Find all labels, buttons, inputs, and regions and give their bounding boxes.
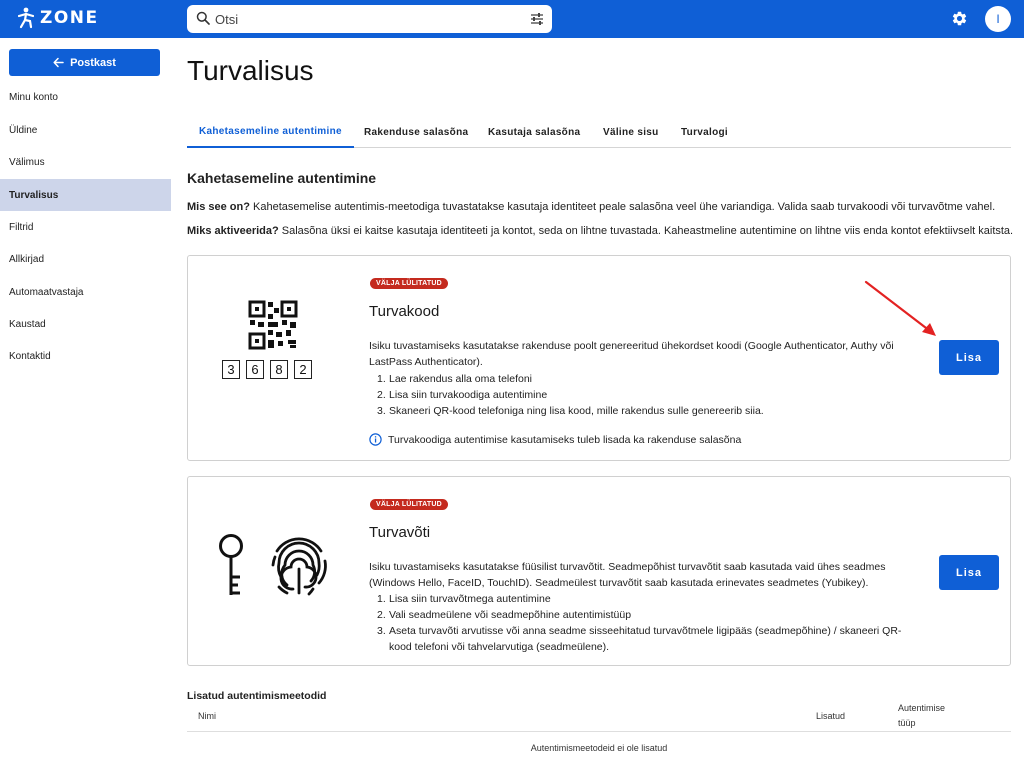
step-item: 3. Skaneeri QR-kood telefoniga ning lisa kood, mille rakendus sulle genereerib siia. bbox=[377, 405, 764, 417]
arrow-left-icon bbox=[53, 57, 64, 68]
code-digit: 3 bbox=[222, 360, 240, 379]
what-is-it-body: Kahetasemelise autentimis-meetodiga tuvastatakse kasutaja identiteet peale salasõna veel ühe variandiga. Valida saab turvakoodi või turvavõtme vahel. bbox=[249, 201, 996, 213]
why-activate-body: Salasõna üksi ei kaitse kasutaja identiteeti ja kontot, seda on lihtne tuvastada. Kaheastmeline autentimine on lihtne viis enda kontot efektiivselt kaitsta. bbox=[278, 225, 1014, 237]
added-methods-title: Lisatud autentimismeetodid bbox=[187, 690, 327, 702]
search-filter-icon[interactable] bbox=[529, 11, 545, 27]
step-item: 3. Aseta turvavõti arvutisse või anna seadme sisseehitatud turvavõtmele ligipääs (seadmepõhine) / skaneeri QR-kood telefoni või tahvelarvutiga (seadmeülene). bbox=[369, 623, 929, 655]
tab-app-password[interactable]: Rakenduse salasõna bbox=[364, 126, 469, 138]
sidebar-item-label: Allkirjad bbox=[9, 253, 45, 265]
sidebar-item-uldine[interactable] bbox=[0, 114, 171, 146]
key-icon bbox=[216, 533, 246, 597]
user-avatar[interactable]: I bbox=[985, 6, 1011, 32]
column-header-added: Lisatud bbox=[816, 711, 846, 721]
step-item: 1. Lisa siin turvavõtmega autentimine bbox=[377, 593, 551, 605]
search-bar[interactable] bbox=[187, 5, 552, 33]
info-note bbox=[369, 433, 741, 446]
step-text: Aseta turvavõti arvutisse või anna seadme sisseehitatud turvavõtmele ligipääs (seadmepõhine) / skaneeri QR-kood telefoni või tahvelarvutiga (seadmeülene). bbox=[389, 625, 902, 653]
section-title: Kahetasemeline autentimine bbox=[187, 170, 377, 186]
sidebar-item-label: Kontaktid bbox=[9, 350, 51, 362]
info-icon bbox=[369, 433, 382, 446]
step-text: Lisa siin turvavõtmega autentimine bbox=[389, 593, 551, 605]
why-activate-label: Miks aktiveerida? bbox=[187, 225, 279, 237]
back-to-inbox-button[interactable] bbox=[9, 49, 160, 76]
add-security-code-button[interactable]: Lisa bbox=[939, 340, 999, 375]
logo-figure-icon bbox=[18, 7, 34, 29]
step-item: 2. Lisa siin turvakoodiga autentimine bbox=[377, 389, 548, 401]
card-title: Turvavõti bbox=[369, 524, 431, 541]
sidebar-item-allkirjad[interactable] bbox=[0, 243, 171, 275]
sidebar-item-minu-konto[interactable] bbox=[0, 81, 171, 113]
sidebar-item-kontaktid[interactable] bbox=[0, 340, 171, 372]
sidebar-item-automaatvastaja[interactable] bbox=[0, 276, 171, 308]
sidebar-item-label: Automaatvastaja bbox=[9, 286, 84, 298]
sidebar-item-filtrid[interactable] bbox=[0, 211, 171, 243]
empty-methods-message: Autentimismeetodeid ei ole lisatud bbox=[530, 743, 668, 753]
search-icon bbox=[196, 11, 210, 25]
status-badge: VÄLJA LÜLITATUD bbox=[370, 278, 448, 289]
step-text: Lisa siin turvakoodiga autentimine bbox=[389, 389, 548, 401]
fingerprint-icon bbox=[269, 531, 329, 597]
settings-gear-icon[interactable] bbox=[951, 10, 968, 27]
code-digits bbox=[222, 360, 318, 379]
status-badge: VÄLJA LÜLITATUD bbox=[370, 499, 448, 510]
security-key-card bbox=[187, 476, 1011, 666]
sidebar-item-valimus[interactable] bbox=[0, 146, 171, 178]
top-bar bbox=[0, 0, 1024, 38]
sidebar-item-label: Välimus bbox=[9, 156, 45, 168]
inbox-button-label: Postkast bbox=[70, 56, 116, 69]
table-divider bbox=[187, 731, 1011, 732]
add-security-key-button[interactable]: Lisa bbox=[939, 555, 999, 590]
page-title: Turvalisus bbox=[187, 55, 314, 86]
step-text: Skaneeri QR-kood telefoniga ning lisa kood, mille rakendus sulle genereerib siia. bbox=[389, 405, 764, 417]
annotation-arrow-icon bbox=[860, 278, 940, 340]
step-text: Lae rakendus alla oma telefoni bbox=[389, 373, 533, 385]
card-title: Turvakood bbox=[369, 303, 440, 320]
column-header-type-line2: tüüp bbox=[898, 718, 916, 728]
card-steps bbox=[369, 371, 929, 419]
sidebar bbox=[0, 38, 172, 769]
logo-text: ZONE bbox=[40, 8, 99, 28]
sidebar-item-label: Filtrid bbox=[9, 221, 34, 233]
step-item: 1. Lae rakendus alla oma telefoni bbox=[377, 373, 533, 385]
column-header-name: Nimi bbox=[198, 711, 216, 721]
step-text: Vali seadmeülene või seadmepõhine autentimistüüp bbox=[389, 609, 632, 621]
sidebar-item-label: Üldine bbox=[9, 124, 38, 136]
sidebar-item-kaustad[interactable] bbox=[0, 308, 171, 340]
qr-code-icon bbox=[248, 300, 298, 350]
sidebar-item-label: Kaustad bbox=[9, 318, 46, 330]
code-digit: 8 bbox=[270, 360, 288, 379]
sidebar-item-label: Turvalisus bbox=[9, 189, 59, 201]
search-input[interactable] bbox=[215, 9, 515, 29]
step-item: 2. Vali seadmeülene või seadmepõhine autentimistüüp bbox=[377, 609, 632, 621]
tab-external-content[interactable]: Väline sisu bbox=[603, 126, 659, 138]
card-steps bbox=[369, 591, 929, 655]
why-activate-text bbox=[187, 225, 1013, 237]
card-description: Isiku tuvastamiseks kasutatakse füüsilist turvavõtit. Seadmepõhist turvavõtit saab kasutada vaid ühes seadmes (Windows Hello, FaceID, TouchID). Seadmeülest turvavõtit saab kasutada erinevates seadmetes (Yubikey). bbox=[369, 561, 886, 589]
info-note-text: Turvakoodiga autentimise kasutamiseks tuleb lisada ka rakenduse salasõna bbox=[388, 433, 742, 446]
zone-logo[interactable] bbox=[18, 7, 99, 29]
code-digit: 2 bbox=[294, 360, 312, 379]
what-is-it-label: Mis see on? bbox=[187, 201, 250, 213]
what-is-it-text bbox=[187, 201, 995, 213]
card-description: Isiku tuvastamiseks kasutatakse rakenduse poolt genereeritud ühekordset koodi (Google Authenticator, Authy või LastPass Authenticator). bbox=[369, 340, 894, 368]
tab-bar bbox=[187, 116, 1011, 148]
sidebar-item-turvalisus[interactable] bbox=[0, 179, 171, 211]
tab-security-log[interactable]: Turvalogi bbox=[681, 126, 728, 138]
code-digit: 6 bbox=[246, 360, 264, 379]
tab-user-password[interactable]: Kasutaja salasõna bbox=[488, 126, 581, 138]
tab-two-factor[interactable]: Kahetasemeline autentimine bbox=[187, 116, 354, 148]
column-header-type-line1: Autentimise bbox=[898, 703, 946, 713]
sidebar-item-label: Minu konto bbox=[9, 91, 58, 103]
